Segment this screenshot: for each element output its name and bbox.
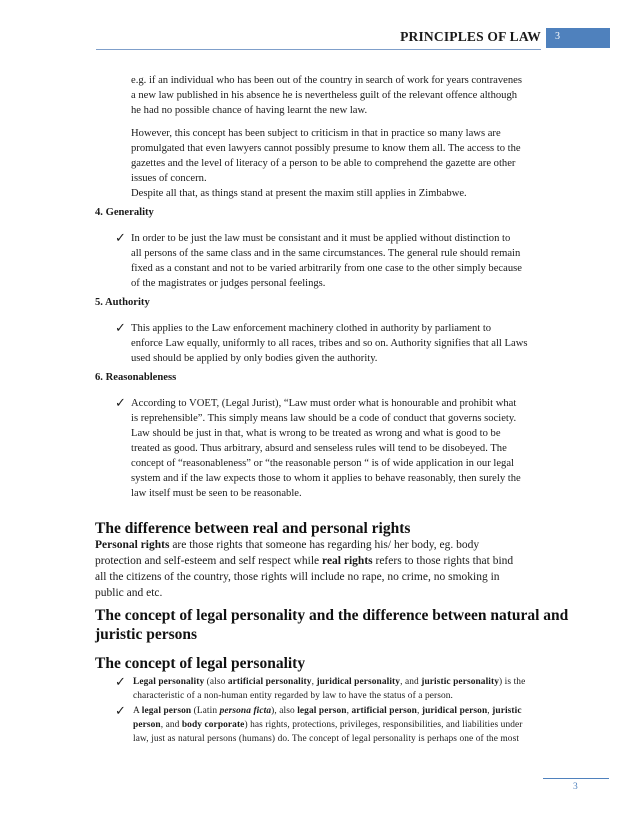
text-run: refers to those rights that bind xyxy=(372,555,514,567)
text-line: This applies to the Law enforcement machinery clothed in authority by parliament to xyxy=(131,323,492,334)
section-heading-reasonableness: 6. Reasonableness xyxy=(95,372,177,383)
bullet-line xyxy=(133,718,523,732)
text-run: , and xyxy=(400,677,422,687)
bullet-line xyxy=(133,704,522,718)
text-line: According to VOET, (Legal Jurist), “Law must order what is honourable and prohibit what xyxy=(131,398,517,409)
text-line: Law should be just in that, what is wrong to be treated as wrong and what is good to be xyxy=(131,428,501,439)
section-heading-rights: The difference between real and personal rights xyxy=(95,520,411,537)
footer-page-number: 3 xyxy=(573,782,578,792)
text-line: law itself must be seen to be reasonable. xyxy=(131,488,302,499)
text-run: (Latin xyxy=(191,706,220,716)
text-run: ), also xyxy=(271,706,298,716)
text-run: , xyxy=(346,706,352,716)
term: legal person xyxy=(297,706,347,716)
bullet-line: characteristic of a non-human entity regarded by law to have the status of a person. xyxy=(133,691,454,701)
term-real-rights: real rights xyxy=(322,555,373,567)
term: legal person xyxy=(141,706,192,716)
section-heading-legal-personality-cont: juristic persons xyxy=(95,626,198,643)
term: juristic xyxy=(492,706,522,716)
text-line: gazettes and the level of literacy of a person to be able to comprehend the gazette are other xyxy=(131,158,516,169)
header-page-number: 3 xyxy=(555,31,560,42)
checkmark-icon: ✓ xyxy=(115,703,126,718)
text-run: A xyxy=(133,706,142,716)
text-run: , and xyxy=(160,720,182,730)
text-line: fixed as a constant and not to be varied arbitrarily from one case to the other simply because xyxy=(131,263,522,274)
term: juristic personality xyxy=(421,677,500,687)
text-line: concept of “reasonableness” or “the reasonable person “ is of wide application in our legal xyxy=(131,458,514,469)
checkmark-icon: ✓ xyxy=(115,674,126,689)
term-personal-rights: Personal rights xyxy=(95,539,170,551)
term: body corporate xyxy=(181,720,245,730)
sub-heading-concept: The concept of legal personality xyxy=(95,655,306,672)
term: artificial person xyxy=(351,706,417,716)
header-rule xyxy=(96,49,541,50)
header-page-number-box xyxy=(546,28,610,48)
term: Legal personality xyxy=(133,677,205,687)
bullet-line xyxy=(133,675,525,689)
text-line: is reprehensible”. This simply means law should be a code of conduct that governs society. xyxy=(131,413,517,424)
text-line: Despite all that, as things stand at present the maxim still applies in Zimbabwe. xyxy=(131,188,467,199)
rights-line xyxy=(95,554,513,570)
text-line: promulgated that even lawyers cannot possibly presume to know them all. The access to the xyxy=(131,143,521,154)
checkmark-icon: ✓ xyxy=(115,395,126,410)
running-header-title: PRINCIPLES OF LAW xyxy=(400,29,541,44)
text-line: enforce Law equally, uniformly to all races, tribes and so on. Authority signifies that all Laws xyxy=(131,338,528,349)
bullet-line: law, just as natural persons (humans) do. The concept of legal personality is perhaps one of the most xyxy=(133,734,520,744)
term: artificial personality xyxy=(227,677,312,687)
checkmark-icon: ✓ xyxy=(115,230,126,245)
section-heading-authority: 5. Authority xyxy=(95,297,150,308)
text-line: In order to be just the law must be consistant and it must be applied without distinction to xyxy=(131,233,511,244)
section-heading-legal-personality: The concept of legal personality and the difference between natural and xyxy=(95,607,569,624)
text-run: , xyxy=(311,677,317,687)
text-line: However, this concept has been subject to criticism in that in practice so many laws are xyxy=(131,128,501,139)
text-line: a new law published in his absence he is nevertheless guilt of the relevant offence although xyxy=(131,90,518,101)
rights-line: public and etc. xyxy=(95,587,163,599)
rights-line: all the citizens of the country, those rights will include no rape, no crime, no smoking in xyxy=(95,571,500,583)
text-line: he had no possible chance of having learnt the new law. xyxy=(131,105,368,116)
rights-line xyxy=(95,538,479,554)
term: juridical person xyxy=(421,706,488,716)
term: juridical personality xyxy=(316,677,401,687)
text-line: all persons of the same class and in the same circumstances. The general rule should remain xyxy=(131,248,521,259)
text-line: system and if the law expects those to whom it applies to behave reasonably, then surely the xyxy=(131,473,521,484)
text-line: of the magistrates or judges personal feelings. xyxy=(131,278,326,289)
text-run: protection and self-esteem and self respect while xyxy=(95,555,323,567)
text-line: treated as good. Thus arbitrary, absurd and senseless rules will tend to be disobeyed. The xyxy=(131,443,507,454)
text-run: ) is the xyxy=(499,677,526,687)
checkmark-icon: ✓ xyxy=(115,320,126,335)
text-run: (also xyxy=(204,677,228,687)
text-line: used should be applied by only bodies given the authority. xyxy=(131,353,378,364)
text-line: e.g. if an individual who has been out of the country in search of work for years contravenes xyxy=(131,75,522,86)
text-run: , xyxy=(416,706,422,716)
term-latin: persona ficta xyxy=(219,706,272,716)
section-heading-generality: 4. Generality xyxy=(95,207,154,218)
footer-rule xyxy=(543,778,609,779)
text-line: issues of concern. xyxy=(131,173,207,184)
text-run: ) has rights, protections, privileges, responsibilities, and liabilities under xyxy=(244,720,523,730)
text-run: , xyxy=(487,706,493,716)
text-run: are those rights that someone has regarding his/ her body, eg. body xyxy=(169,539,480,551)
term: person xyxy=(133,720,161,730)
